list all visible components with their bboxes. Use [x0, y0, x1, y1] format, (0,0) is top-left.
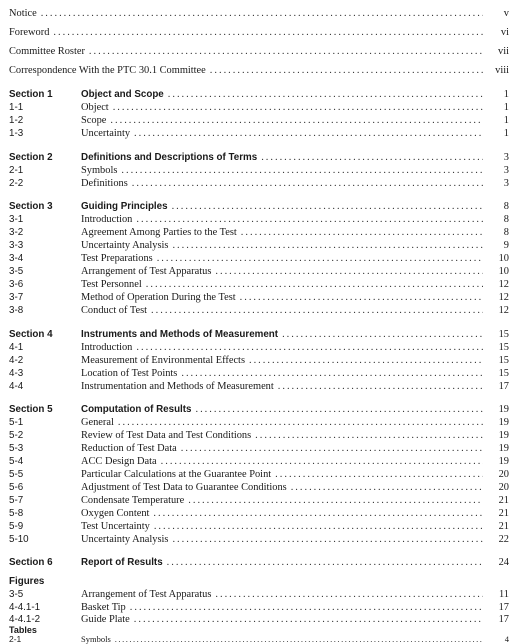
toc-entry-page: 10	[498, 253, 509, 264]
toc-entry-page: 8	[503, 227, 509, 238]
tables-heading: Tables	[9, 625, 37, 635]
toc-entry-title: Correspondence With the PTC 30.1 Committee	[9, 65, 206, 76]
toc-section-number: Section 4	[9, 329, 53, 340]
toc-entry[interactable]	[9, 292, 509, 304]
toc-figure-entry[interactable]	[9, 614, 509, 626]
toc-entry-page: 9	[503, 240, 509, 251]
toc-entry[interactable]	[9, 443, 509, 455]
toc-entry-number: 3-6	[9, 279, 24, 290]
dot-leader	[282, 329, 483, 341]
toc-section-number: Section 5	[9, 404, 53, 415]
toc-entry-page: 21	[498, 508, 509, 519]
toc-section-page: 1	[503, 89, 509, 100]
toc-entry[interactable]	[9, 115, 509, 127]
toc-figure-entry[interactable]	[9, 589, 509, 601]
toc-entry[interactable]	[9, 482, 509, 494]
toc-section-page: 3	[503, 152, 509, 163]
toc-entry-title: Uncertainty	[81, 128, 131, 139]
toc-entry-foreword[interactable]	[9, 27, 509, 39]
toc-entry-number: 3-2	[9, 227, 24, 238]
toc-entry-number: 4-1	[9, 342, 24, 353]
toc-entry-page: 20	[498, 469, 509, 480]
toc-entry-page: 12	[498, 279, 509, 290]
toc-section-number: Section 1	[9, 89, 53, 100]
toc-entry-number: 4-4	[9, 381, 24, 392]
dot-leader	[130, 602, 483, 614]
toc-section-number: Section 3	[9, 201, 53, 212]
dot-leader	[188, 495, 483, 507]
dot-leader	[41, 8, 483, 20]
toc-entry-number: 5-7	[9, 495, 24, 506]
toc-entry-title: Definitions	[81, 178, 128, 189]
toc-entry-number: 3-1	[9, 214, 24, 225]
toc-entry-title: Test Preparations	[81, 253, 153, 264]
toc-section-page: 8	[503, 201, 509, 212]
dot-leader	[261, 152, 483, 164]
toc-entry-page: 17	[498, 614, 509, 625]
dot-leader	[132, 178, 483, 190]
toc-entry-title: Test Personnel	[81, 279, 142, 290]
dot-leader	[153, 508, 483, 520]
dot-leader	[115, 635, 483, 644]
toc-entry-number: 3-7	[9, 292, 24, 303]
dot-leader	[136, 342, 483, 354]
toc-entry[interactable]	[9, 495, 509, 507]
toc-entry-title: Instrumentation and Methods of Measurement	[81, 381, 274, 392]
toc-entry-number: 1-1	[9, 102, 24, 113]
toc-entry-page: 15	[498, 342, 509, 353]
toc-entry-number: 4-2	[9, 355, 24, 366]
toc-entry-number: 5-1	[9, 417, 24, 428]
toc-entry-page: 19	[498, 443, 509, 454]
dot-leader	[89, 46, 483, 58]
dot-leader	[291, 482, 483, 494]
toc-entry-page: 19	[498, 430, 509, 441]
dot-leader	[172, 201, 483, 213]
toc-entry-page: 1	[503, 102, 509, 113]
toc-section-number: Section 2	[9, 152, 53, 163]
toc-entry[interactable]	[9, 240, 509, 252]
toc-entry-title: Condensate Temperature	[81, 495, 185, 506]
toc-entry-number: 3-8	[9, 305, 24, 316]
toc-entry-number: 4-4.1-2	[9, 614, 41, 625]
toc-section-title: Report of Results	[81, 557, 163, 568]
toc-entry-title: Reduction of Test Data	[81, 443, 177, 454]
toc-section-6[interactable]	[9, 557, 509, 569]
toc-entry-title: Particular Calculations at the Guarantee Point	[81, 469, 272, 480]
toc-entry-number: 3-3	[9, 240, 24, 251]
toc-entry-title: General	[81, 417, 114, 428]
toc-entry-page: 21	[498, 521, 509, 532]
dot-leader	[110, 115, 483, 127]
dot-leader	[136, 214, 483, 226]
toc-entry-number: 1-3	[9, 128, 24, 139]
toc-entry-number: 1-2	[9, 115, 24, 126]
toc-entry-title: Measurement of Environmental Effects	[81, 355, 245, 366]
toc-section-page: 19	[498, 404, 509, 415]
dot-leader	[241, 227, 483, 239]
toc-entry[interactable]	[9, 417, 509, 429]
toc-entry-page: 1	[503, 128, 509, 139]
toc-entry-page: 12	[498, 305, 509, 316]
toc-entry-number: 3-5	[9, 266, 24, 277]
dot-leader	[172, 534, 483, 546]
toc-entry[interactable]	[9, 469, 509, 481]
dot-leader	[181, 368, 483, 380]
toc-entry-title: Foreword	[9, 27, 50, 38]
toc-entry[interactable]	[9, 456, 509, 468]
toc-entry-page: viii	[495, 65, 509, 76]
dot-leader	[53, 27, 483, 39]
toc-entry-title: Oxygen Content	[81, 508, 150, 519]
toc-entry-title: Arrangement of Test Apparatus	[81, 266, 212, 277]
toc-entry-number: 5-10	[9, 534, 29, 545]
toc-section-title: Object and Scope	[81, 89, 164, 100]
toc-entry-title: Adjustment of Test Data to Guarantee Conditions	[81, 482, 287, 493]
toc-entry-number: 2-2	[9, 178, 24, 189]
toc-section-title: Instruments and Methods of Measurement	[81, 329, 279, 340]
toc-entry-page: 17	[498, 381, 509, 392]
toc-figure-entry[interactable]	[9, 602, 509, 614]
dot-leader	[168, 89, 483, 101]
toc-section-5[interactable]	[9, 404, 509, 416]
toc-entry-correspondence[interactable]	[9, 65, 509, 77]
dot-leader	[146, 279, 483, 291]
toc-entry-title: Introduction	[81, 214, 133, 225]
dot-leader	[121, 165, 483, 177]
toc-entry-page: 1	[503, 115, 509, 126]
toc-entry-title: Symbols	[81, 165, 118, 176]
dot-leader	[113, 102, 483, 114]
toc-entry-number: 5-8	[9, 508, 24, 519]
dot-leader	[215, 589, 483, 601]
toc-section-page: 15	[498, 329, 509, 340]
toc-entry-number: 4-3	[9, 368, 24, 379]
toc-entry-title: ACC Design Data	[81, 456, 157, 467]
toc-entry-title: Uncertainty Analysis	[81, 534, 169, 545]
toc-entry[interactable]	[9, 253, 509, 265]
toc-section-page: 24	[498, 557, 509, 568]
dot-leader	[154, 521, 483, 533]
dot-leader	[255, 430, 483, 442]
dot-leader	[134, 614, 483, 626]
toc-entry[interactable]	[9, 534, 509, 546]
toc-entry[interactable]	[9, 266, 509, 278]
toc-entry-number: 3-5	[9, 589, 24, 600]
toc-entry[interactable]	[9, 305, 509, 317]
toc-entry[interactable]	[9, 342, 509, 354]
dot-leader	[278, 381, 483, 393]
toc-entry-number: 5-2	[9, 430, 24, 441]
toc-entry-page: 22	[498, 534, 509, 545]
toc-entry[interactable]	[9, 214, 509, 226]
toc-entry-title: Basket Tip	[81, 602, 126, 613]
toc-entry-page: 3	[503, 165, 509, 176]
toc-entry[interactable]	[9, 165, 509, 177]
toc-table-entry[interactable]	[9, 635, 509, 644]
dot-leader	[249, 355, 483, 367]
dot-leader	[118, 417, 483, 429]
toc-entry-page: 8	[503, 214, 509, 225]
toc-entry-number: 5-6	[9, 482, 24, 493]
dot-leader	[181, 443, 483, 455]
toc-entry-title: Conduct of Test	[81, 305, 148, 316]
toc-section-title: Definitions and Descriptions of Terms	[81, 152, 258, 163]
dot-leader	[215, 266, 483, 278]
toc-entry-notice[interactable]	[9, 8, 509, 20]
toc-entry[interactable]	[9, 355, 509, 367]
toc-entry[interactable]	[9, 227, 509, 239]
toc-entry[interactable]	[9, 521, 509, 533]
toc-entry-page: 10	[498, 266, 509, 277]
toc-entry-title: Object	[81, 102, 109, 113]
toc-entry-page: 15	[498, 368, 509, 379]
dot-leader	[210, 65, 483, 77]
toc-section-4[interactable]	[9, 329, 509, 341]
toc-entry-page: vi	[500, 27, 509, 38]
toc-entry-title: Committee Roster	[9, 46, 85, 57]
toc-entry[interactable]	[9, 368, 509, 380]
toc-entry-title: Arrangement of Test Apparatus	[81, 589, 212, 600]
toc-entry[interactable]	[9, 102, 509, 114]
dot-leader	[172, 240, 483, 252]
toc-entry-page: 11	[498, 589, 509, 600]
toc-entry-title: Uncertainty Analysis	[81, 240, 169, 251]
dot-leader	[240, 292, 483, 304]
toc-entry-page: 21	[498, 495, 509, 506]
toc-entry-number: 5-3	[9, 443, 24, 454]
toc-section-title: Computation of Results	[81, 404, 192, 415]
toc-entry[interactable]	[9, 381, 509, 393]
toc-entry-number: 5-9	[9, 521, 24, 532]
dot-leader	[161, 456, 483, 468]
toc-entry-page: 17	[498, 602, 509, 613]
toc-entry[interactable]	[9, 430, 509, 442]
toc-entry-number: 4-4.1-1	[9, 602, 41, 613]
toc-entry-number: 2-1	[9, 165, 24, 176]
toc-section-1[interactable]	[9, 89, 509, 101]
toc-section-3[interactable]	[9, 201, 509, 213]
toc-entry-title: Review of Test Data and Test Conditions	[81, 430, 252, 441]
toc-entry-title: Guide Plate	[81, 614, 130, 625]
dot-leader	[167, 557, 483, 569]
toc-entry-page: 4	[504, 634, 509, 644]
toc-entry-title: Scope	[81, 115, 107, 126]
toc-entry-title: Symbols	[81, 634, 111, 644]
toc-entry-page: 15	[498, 355, 509, 366]
toc-section-2[interactable]	[9, 152, 509, 164]
figures-heading: Figures	[9, 576, 45, 587]
toc-entry-title: Agreement Among Parties to the Test	[81, 227, 237, 238]
toc-entry-committee-roster[interactable]	[9, 46, 509, 58]
toc-section-title: Guiding Principles	[81, 201, 168, 212]
toc-entry[interactable]	[9, 178, 509, 190]
toc-entry-title: Method of Operation During the Test	[81, 292, 236, 303]
toc-entry-number: 5-4	[9, 456, 24, 467]
dot-leader	[157, 253, 483, 265]
toc-entry-page: vii	[498, 46, 509, 57]
toc-entry-page: 19	[498, 456, 509, 467]
toc-entry-number: 2-1	[9, 634, 22, 644]
toc-entry-title: Notice	[9, 8, 37, 19]
toc-entry-page: 12	[498, 292, 509, 303]
dot-leader	[275, 469, 483, 481]
toc-entry-page: 3	[503, 178, 509, 189]
dot-leader	[195, 404, 483, 416]
toc-entry[interactable]	[9, 279, 509, 291]
toc-entry-page: 20	[498, 482, 509, 493]
toc-entry-title: Location of Test Points	[81, 368, 178, 379]
toc-entry[interactable]	[9, 128, 509, 140]
dot-leader	[134, 128, 483, 140]
toc-section-number: Section 6	[9, 557, 53, 568]
dot-leader	[151, 305, 483, 317]
toc-entry-title: Introduction	[81, 342, 133, 353]
toc-entry-title: Test Uncertainty	[81, 521, 150, 532]
toc-entry-number: 5-5	[9, 469, 24, 480]
toc-entry[interactable]	[9, 508, 509, 520]
toc-entry-page: 19	[498, 417, 509, 428]
toc-entry-page: v	[503, 8, 509, 19]
toc-entry-number: 3-4	[9, 253, 24, 264]
